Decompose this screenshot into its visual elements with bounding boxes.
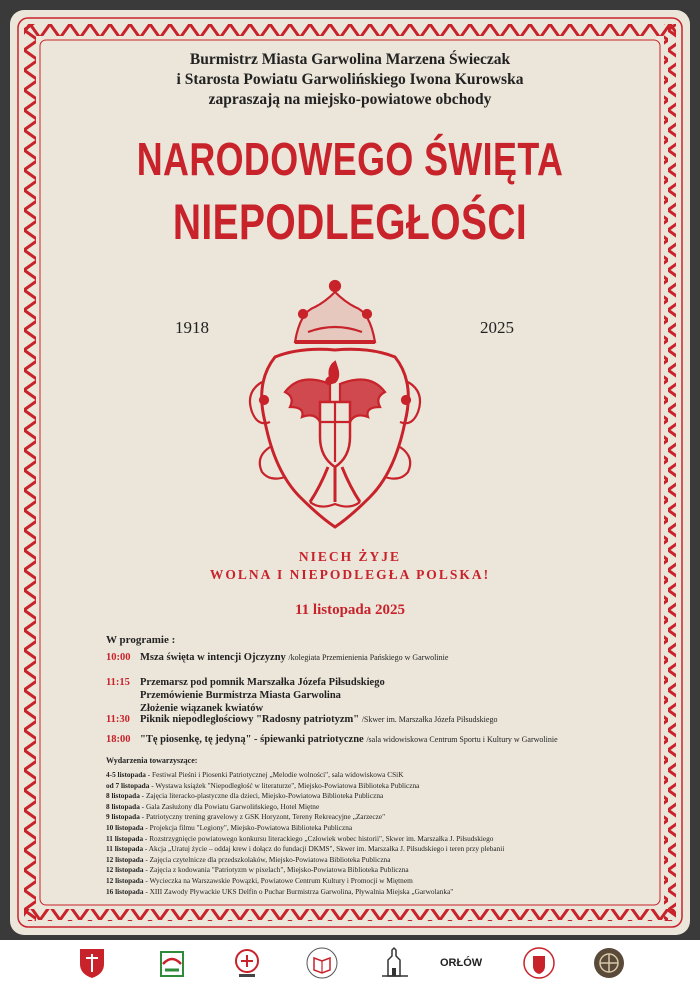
program-subline: Złożenie wiązanek kwiatów [140, 703, 264, 714]
program-note: /kolegiata Przemienienia Pańskiego w Garwolinie [288, 653, 449, 662]
program-item [106, 652, 666, 663]
program-note: /Skwer im. Marszałka Józefa Piłsudskiego [361, 715, 498, 724]
events-list [106, 770, 666, 897]
organizers-line-2: i Starosta Powiatu Garwolińskiego Iwona Kurowska [176, 71, 524, 88]
year-left: 1918 [175, 318, 209, 337]
program-title: Msza święta w intencji Ojczyzny [140, 652, 286, 663]
garwolin-city-logo-icon [230, 946, 264, 980]
program-note: /sala widowiskowa Centrum Sportu i Kultury w Garwolinie [366, 735, 558, 744]
motto-line-1: NIECH ŻYJE [298, 549, 402, 564]
events-heading: Wydarzenia towarzyszące: [106, 756, 198, 765]
program-item [106, 714, 666, 725]
sponsor-logos-bar [0, 940, 700, 990]
list-item: 12 listopada - Wycieczka na Warszawskie Powązki, Powiatowe Centrum Kultury i Promocji w Miętnem [106, 875, 413, 885]
year-right: 2025 [480, 318, 514, 337]
list-item: od 7 listopada - Wystawa książek "Niepodległość w literaturze", Miejsko-Powiatowa Biblioteka Publiczna [106, 780, 420, 790]
program-title: Przemarsz pod pomnik Marszałka Józefa Piłsudskiego [140, 677, 385, 688]
title-line-1: NARODOWEGO ŚWIĘTA [136, 133, 564, 185]
program-item [106, 676, 666, 715]
program-item [106, 734, 666, 745]
list-item: 11 listopada - Akcja „Uratuj życie – oddaj krew i dołącz do fundacji DKMS", Skwer im. Marszałka J. Piłsudskiego i teren przy plebanii [106, 844, 505, 854]
library-logo-icon [305, 946, 339, 980]
poster [10, 10, 690, 935]
eagle-crest-icon [240, 272, 430, 537]
list-item: 11 listopada - Rozstrzygnięcie powiatowego konkursu literackiego „Człowiek wobec historii", Skwer im. Marszałka J. Piłsudskiego [106, 833, 494, 843]
school-emblem-icon [522, 946, 556, 980]
invitation-line: zapraszają na miejsko-powiatowe obchody [208, 91, 492, 108]
list-item: 12 listopada - Zajęcia z kodowania "Patriotyzm w pixelach", Miejsko-Powiatowa Biblioteka Publiczna [106, 865, 409, 875]
list-item: 9 listopada - Patriotyczny trening gravelowy z GSK Horyzont, Tereny Rekreacyjne „Zarzecze" [106, 812, 386, 822]
program-title: "Tę piosenkę, tę jedyną" - śpiewanki patriotyczne [140, 734, 364, 745]
program-heading: W programie : [106, 634, 176, 646]
program-time: 10:00 [106, 652, 131, 663]
list-item: 16 listopada - XIII Zawody Pływackie UKS Delfin o Puchar Burmistrza Garwolina, Pływalnia Miejska „Garwolanka" [106, 886, 454, 896]
event-date: 11 listopada 2025 [294, 602, 406, 618]
motto-line-2: WOLNA I NIEPODLEGŁA POLSKA! [209, 567, 491, 582]
program-time: 11:15 [106, 677, 130, 688]
list-item: 4-5 listopada - Festiwal Pieśni i Piosenki Patriotycznej „Melodie wolności", sala widowiskowa CSiK [106, 770, 404, 779]
list-item: 12 listopada - Zajęcia czytelnicze dla przedszkolaków, Miejsko-Powiatowa Biblioteka Publiczna [106, 854, 391, 864]
program-subline: Przemówienie Burmistrza Miasta Garwolina [140, 690, 341, 701]
list-item: 10 listopada - Projekcja filmu "Legiony", Miejsko-Powiatowa Biblioteka Publiczna [106, 822, 353, 832]
association-emblem-icon [592, 946, 626, 980]
program-time: 11:30 [106, 714, 130, 725]
garwolin-coat-of-arms-icon [75, 946, 109, 980]
list-item: 8 listopada - Gala Zasłużony dla Powiatu Garwolińskiego, Hotel Miętne [106, 801, 320, 811]
county-logo-icon [155, 946, 189, 980]
organizers-line-1: Burmistrz Miasta Garwolina Marzena Świeczak [189, 51, 511, 68]
church-logo-icon [378, 946, 412, 980]
program-time: 18:00 [106, 734, 131, 745]
orzelow-logo: ORŁÓW [440, 957, 483, 969]
title-line-2: NIEPODLEGŁOŚCI [172, 194, 528, 250]
program-title: Piknik niepodległościowy "Radosny patriotyzm" [140, 714, 360, 725]
list-item: 8 listopada - Zajęcia literacko-plastyczne dla dzieci, Miejsko-Powiatowa Biblioteka Publiczna [106, 791, 384, 801]
